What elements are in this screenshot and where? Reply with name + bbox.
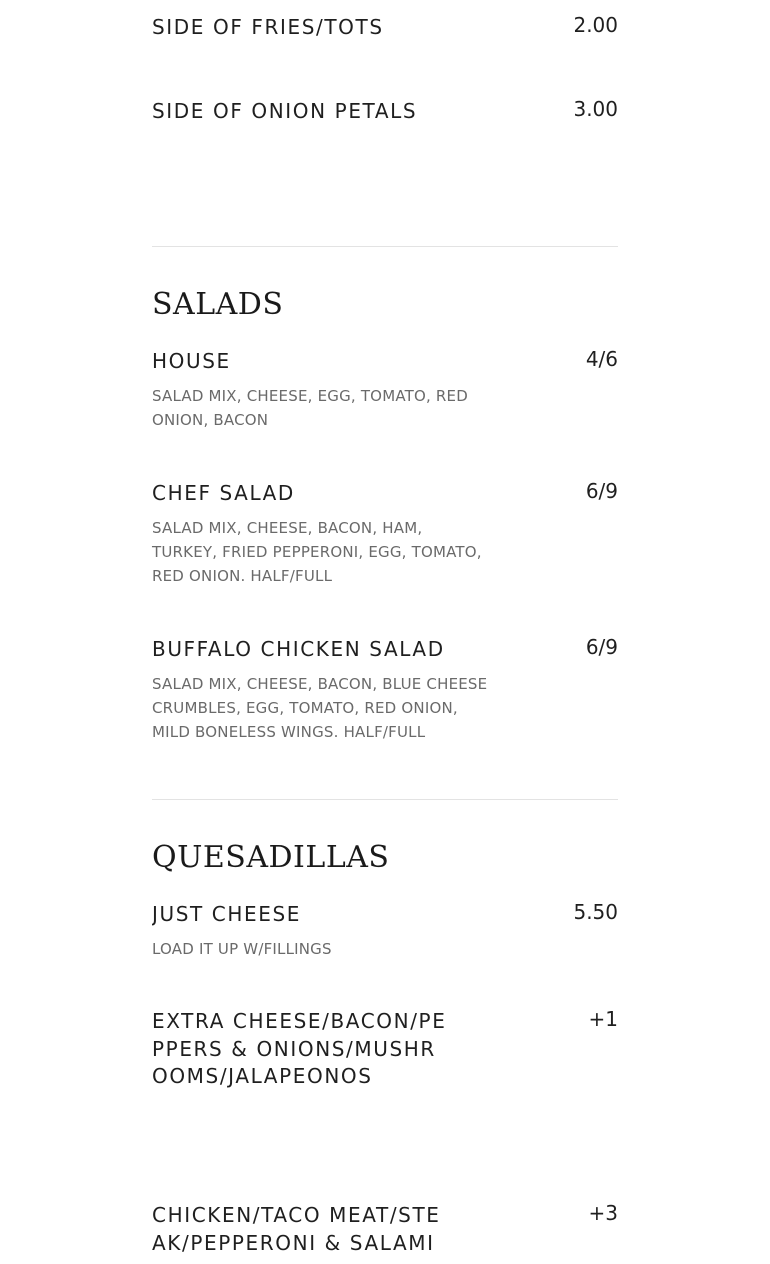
menu-item-name: HOUSE bbox=[152, 349, 231, 373]
menu-item bbox=[152, 480, 618, 590]
menu-item-price: +1 bbox=[588, 1007, 618, 1031]
menu-item-description: SALAD MIX, CHEESE, BACON, HAM, TURKEY, FRIED PEPPERONI, EGG, TOMATO, RED ONION. HALF/FULL bbox=[152, 519, 482, 585]
menu-item-name: EXTRA CHEESE/BACON/PEPPERS & ONIONS/MUSHROOMS/JALAPEONOS bbox=[152, 1009, 447, 1088]
menu-item-name: BUFFALO CHICKEN SALAD bbox=[152, 637, 445, 661]
quesadillas-list bbox=[152, 901, 618, 1264]
menu-item-name: JUST CHEESE bbox=[152, 902, 302, 926]
menu-item bbox=[152, 636, 618, 746]
menu-item-price: 6/9 bbox=[585, 479, 618, 503]
menu-item bbox=[152, 901, 618, 971]
menu-item-price: 3.00 bbox=[573, 97, 618, 121]
menu-item-description: SALAD MIX, CHEESE, BACON, BLUE CHEESE CRUMBLES, EGG, TOMATO, RED ONION, MILD BONELESS WINGS. HALF/FULL bbox=[152, 675, 488, 741]
section-divider bbox=[152, 246, 618, 247]
section-title-quesadillas: QUESADILLAS bbox=[152, 840, 390, 875]
menu-item-price: 6/9 bbox=[585, 635, 618, 659]
menu-item-name: SIDE OF FRIES/TOTS bbox=[152, 15, 384, 39]
menu-item-description: LOAD IT UP W/FILLINGS bbox=[152, 940, 332, 958]
menu-item bbox=[152, 348, 618, 438]
menu-item-price: 2.00 bbox=[573, 13, 618, 37]
menu-item bbox=[152, 98, 618, 128]
section-title-salads: SALADS bbox=[152, 287, 284, 322]
menu-item bbox=[152, 1008, 618, 1158]
section-divider bbox=[152, 799, 618, 800]
menu-item bbox=[152, 14, 618, 44]
menu-item-price: +3 bbox=[588, 1201, 618, 1225]
menu-item-price: 4/6 bbox=[585, 347, 618, 371]
menu-item bbox=[152, 1202, 618, 1264]
menu-item-description: SALAD MIX, CHEESE, EGG, TOMATO, RED ONION, BACON bbox=[152, 387, 468, 429]
menu-item-name: SIDE OF ONION PETALS bbox=[152, 99, 418, 123]
menu-item-name: CHEF SALAD bbox=[152, 481, 295, 505]
menu-item-name: CHICKEN/TACO MEAT/STEAK/PEPPERONI & SALAMI bbox=[152, 1203, 441, 1255]
sides-list bbox=[152, 0, 618, 140]
salads-list bbox=[152, 348, 618, 768]
menu-item-price: 5.50 bbox=[573, 901, 618, 924]
